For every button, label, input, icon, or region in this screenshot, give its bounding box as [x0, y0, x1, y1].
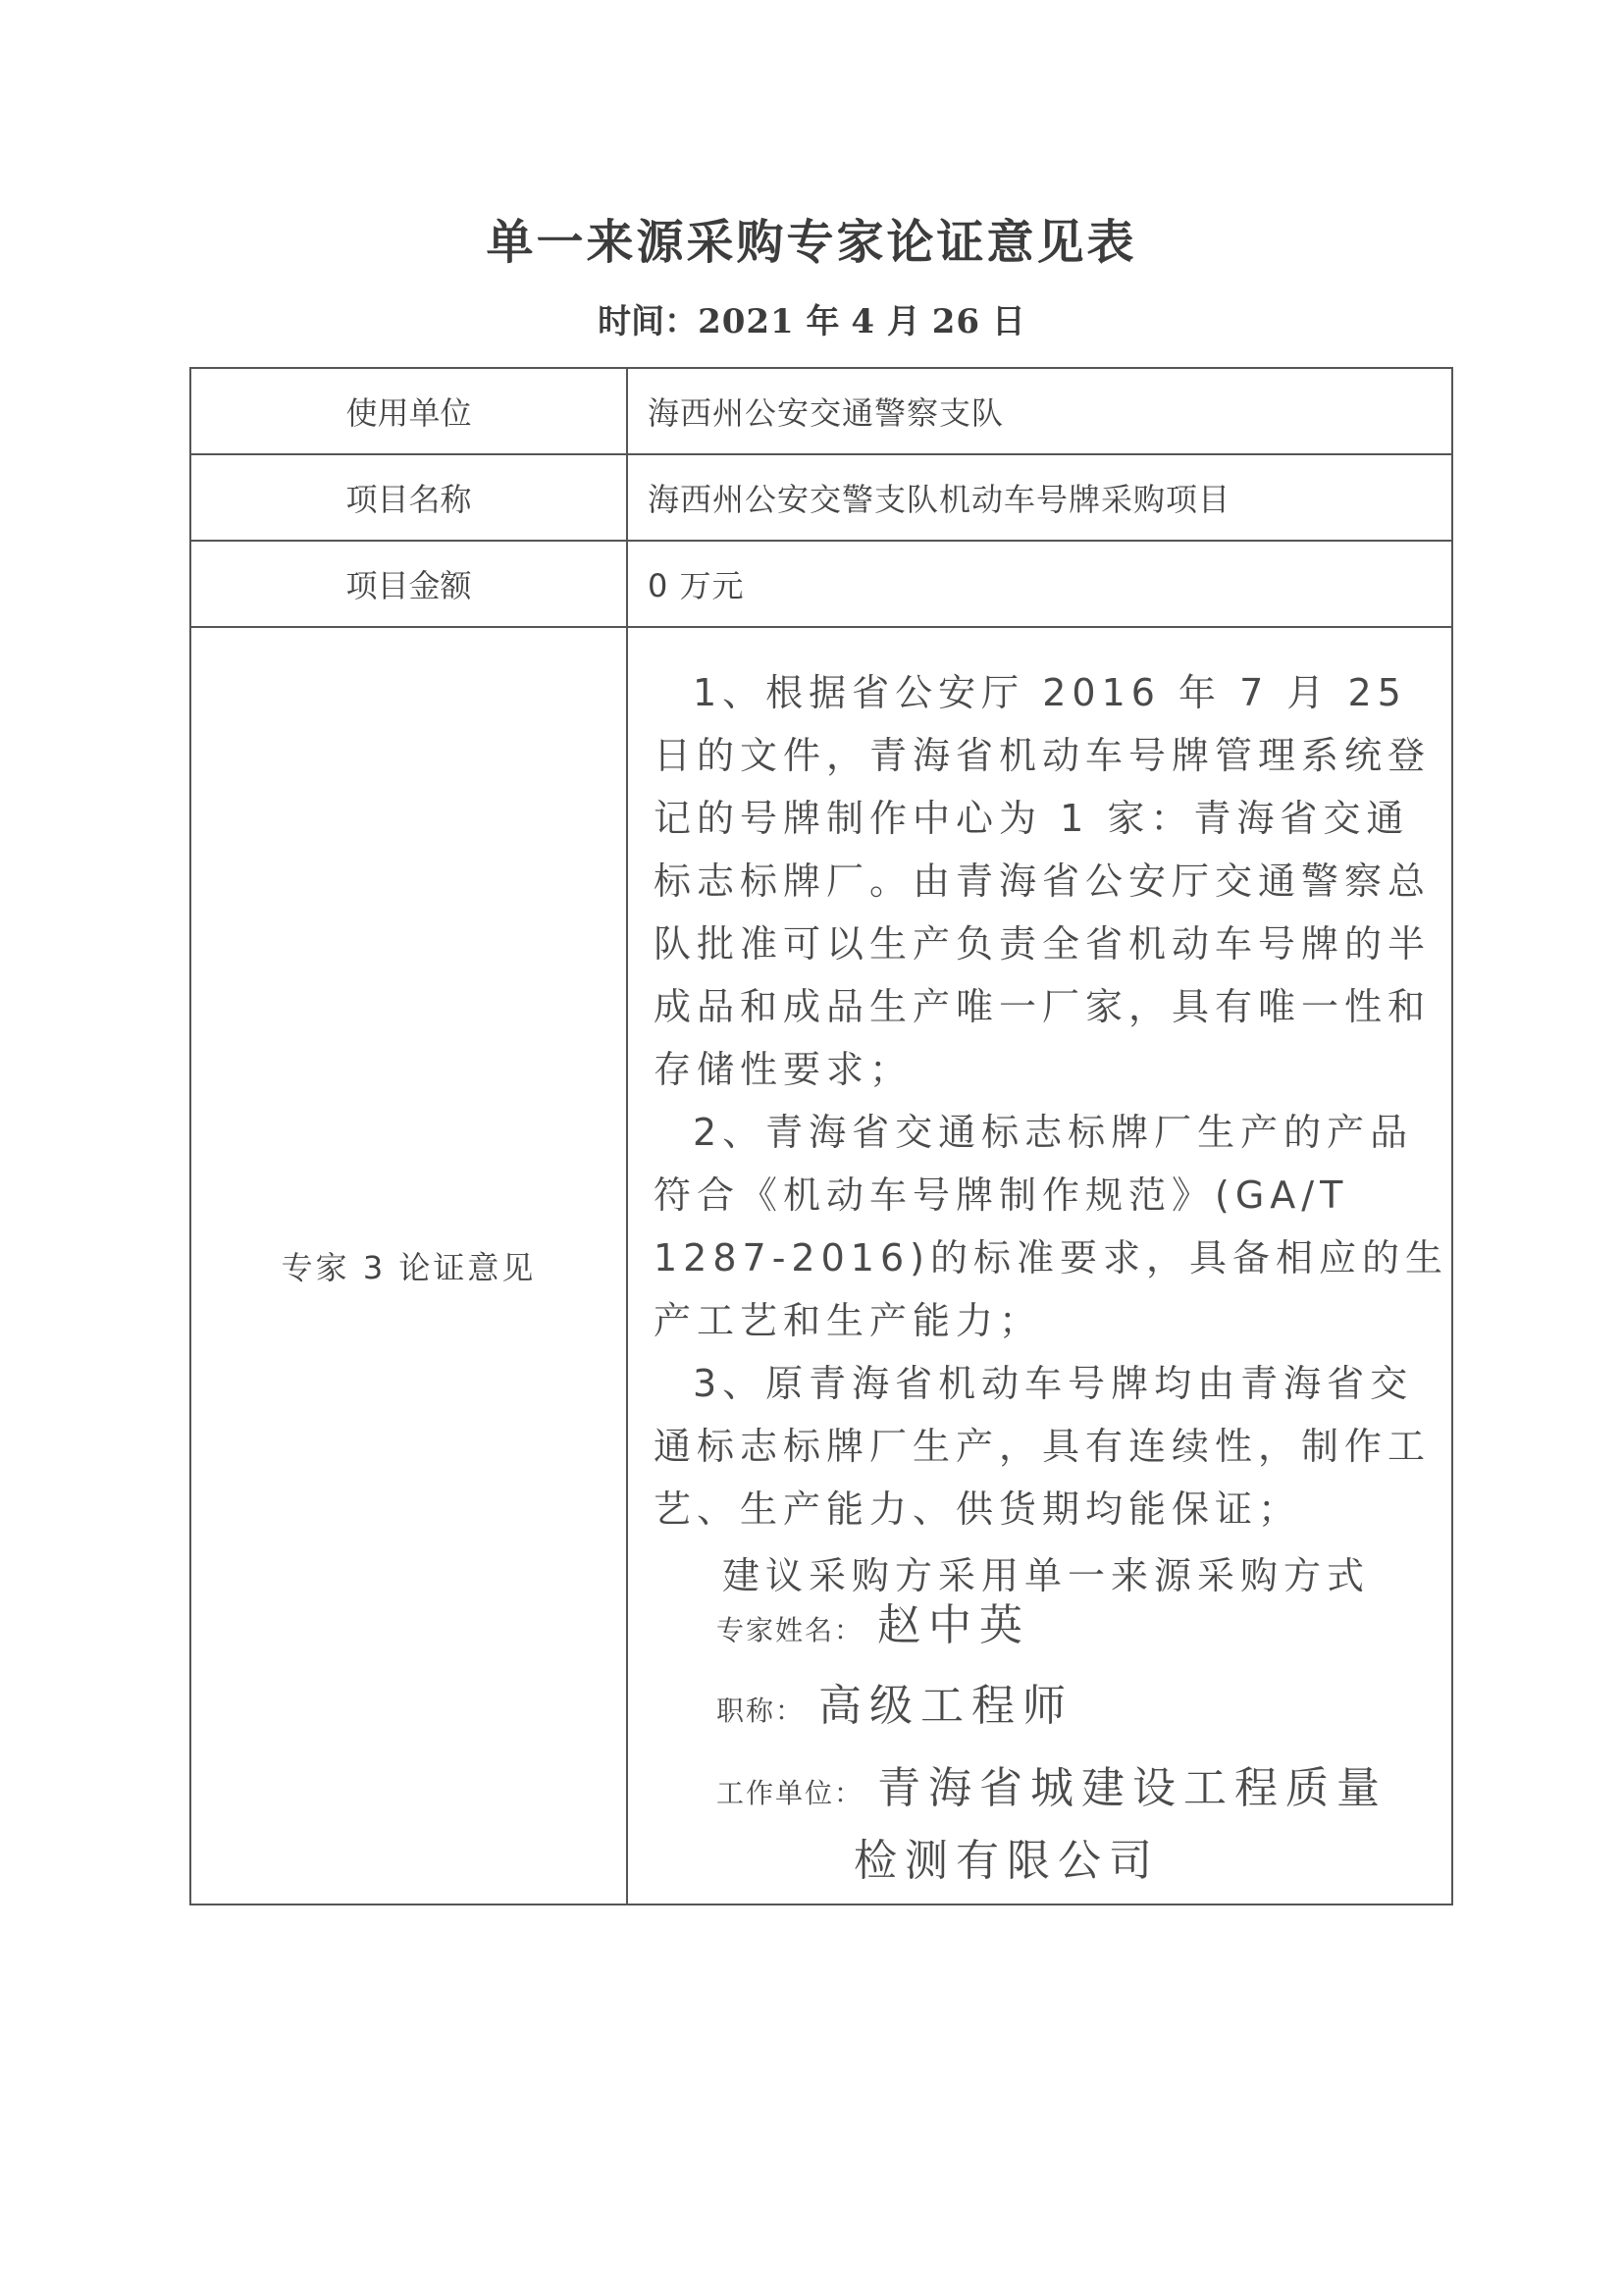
table-row [190, 454, 1452, 541]
document-date [0, 294, 1623, 342]
expert-name-label: 专家姓名： [716, 1614, 864, 1646]
expert-unit-value-line1: 青海省城建设工程质量 [877, 1763, 1388, 1813]
date-month: 4 [851, 302, 876, 341]
document-title: 单一来源采购专家论证意见表 [486, 215, 1137, 270]
table-row [190, 541, 1452, 627]
user-unit-value: 海西州公安交通警察支队 [627, 368, 1452, 454]
expert-name-value: 赵中英 [877, 1600, 1031, 1650]
project-name-label: 项目名称 [190, 454, 627, 541]
table-row [190, 368, 1452, 454]
expert-title-label: 职称： [716, 1695, 806, 1727]
user-unit-label: 使用单位 [190, 368, 627, 454]
opinion-form-table [189, 367, 1453, 1905]
date-year-unit: 年 [806, 302, 840, 341]
date-month-unit: 月 [886, 302, 920, 341]
date-day: 26 [931, 302, 981, 341]
handwritten-opinion [654, 661, 1448, 1607]
date-year: 2021 [698, 302, 795, 341]
expert-opinion-cell [627, 627, 1452, 1905]
project-amount-value: 0 万元 [627, 541, 1452, 627]
project-amount-label: 项目金额 [190, 541, 627, 627]
expert-unit-row [716, 1752, 1387, 1815]
opinion-paragraph-3: 3、原青海省机动车号牌均由青海省交通标志标牌厂生产，具有连续性，制作工艺、生产能力、供货期均能保证； [654, 1362, 1432, 1531]
expert-name-row [716, 1590, 1030, 1652]
expert-title-value: 高级工程师 [818, 1681, 1074, 1731]
expert-opinion-label: 专家 3 论证意见 [190, 627, 627, 1905]
opinion-paragraph-1: 1、根据省公安厅 2016 年 7 月 25 日的文件，青海省机动车号牌管理系统登记的号牌制作中心为 1 家：青海省交通标志标牌厂。由青海省公安厅交通警察总队批准可以生产负责全省机动车号牌的半成品和成品生产唯一厂家，具有唯一性和存储性要求； [654, 671, 1432, 1091]
expert-unit-label: 工作单位： [716, 1777, 864, 1809]
date-day-unit: 日 [991, 302, 1025, 341]
expert-title-row [716, 1670, 1073, 1733]
project-name-value: 海西州公安交警支队机动车号牌采购项目 [627, 454, 1452, 541]
date-label: 时间： [598, 302, 699, 341]
opinion-recommendation: 建议采购方采用单一来源采购方式 [722, 1554, 1371, 1597]
opinion-paragraph-2: 2、青海省交通标志标牌厂生产的产品符合《机动车号牌制作规范》(GA/T 1287-2016)的标准要求，具备相应的生产工艺和生产能力； [654, 1111, 1448, 1342]
table-row [190, 627, 1452, 1905]
expert-unit-value-line2: 检测有限公司 [854, 1836, 1160, 1886]
